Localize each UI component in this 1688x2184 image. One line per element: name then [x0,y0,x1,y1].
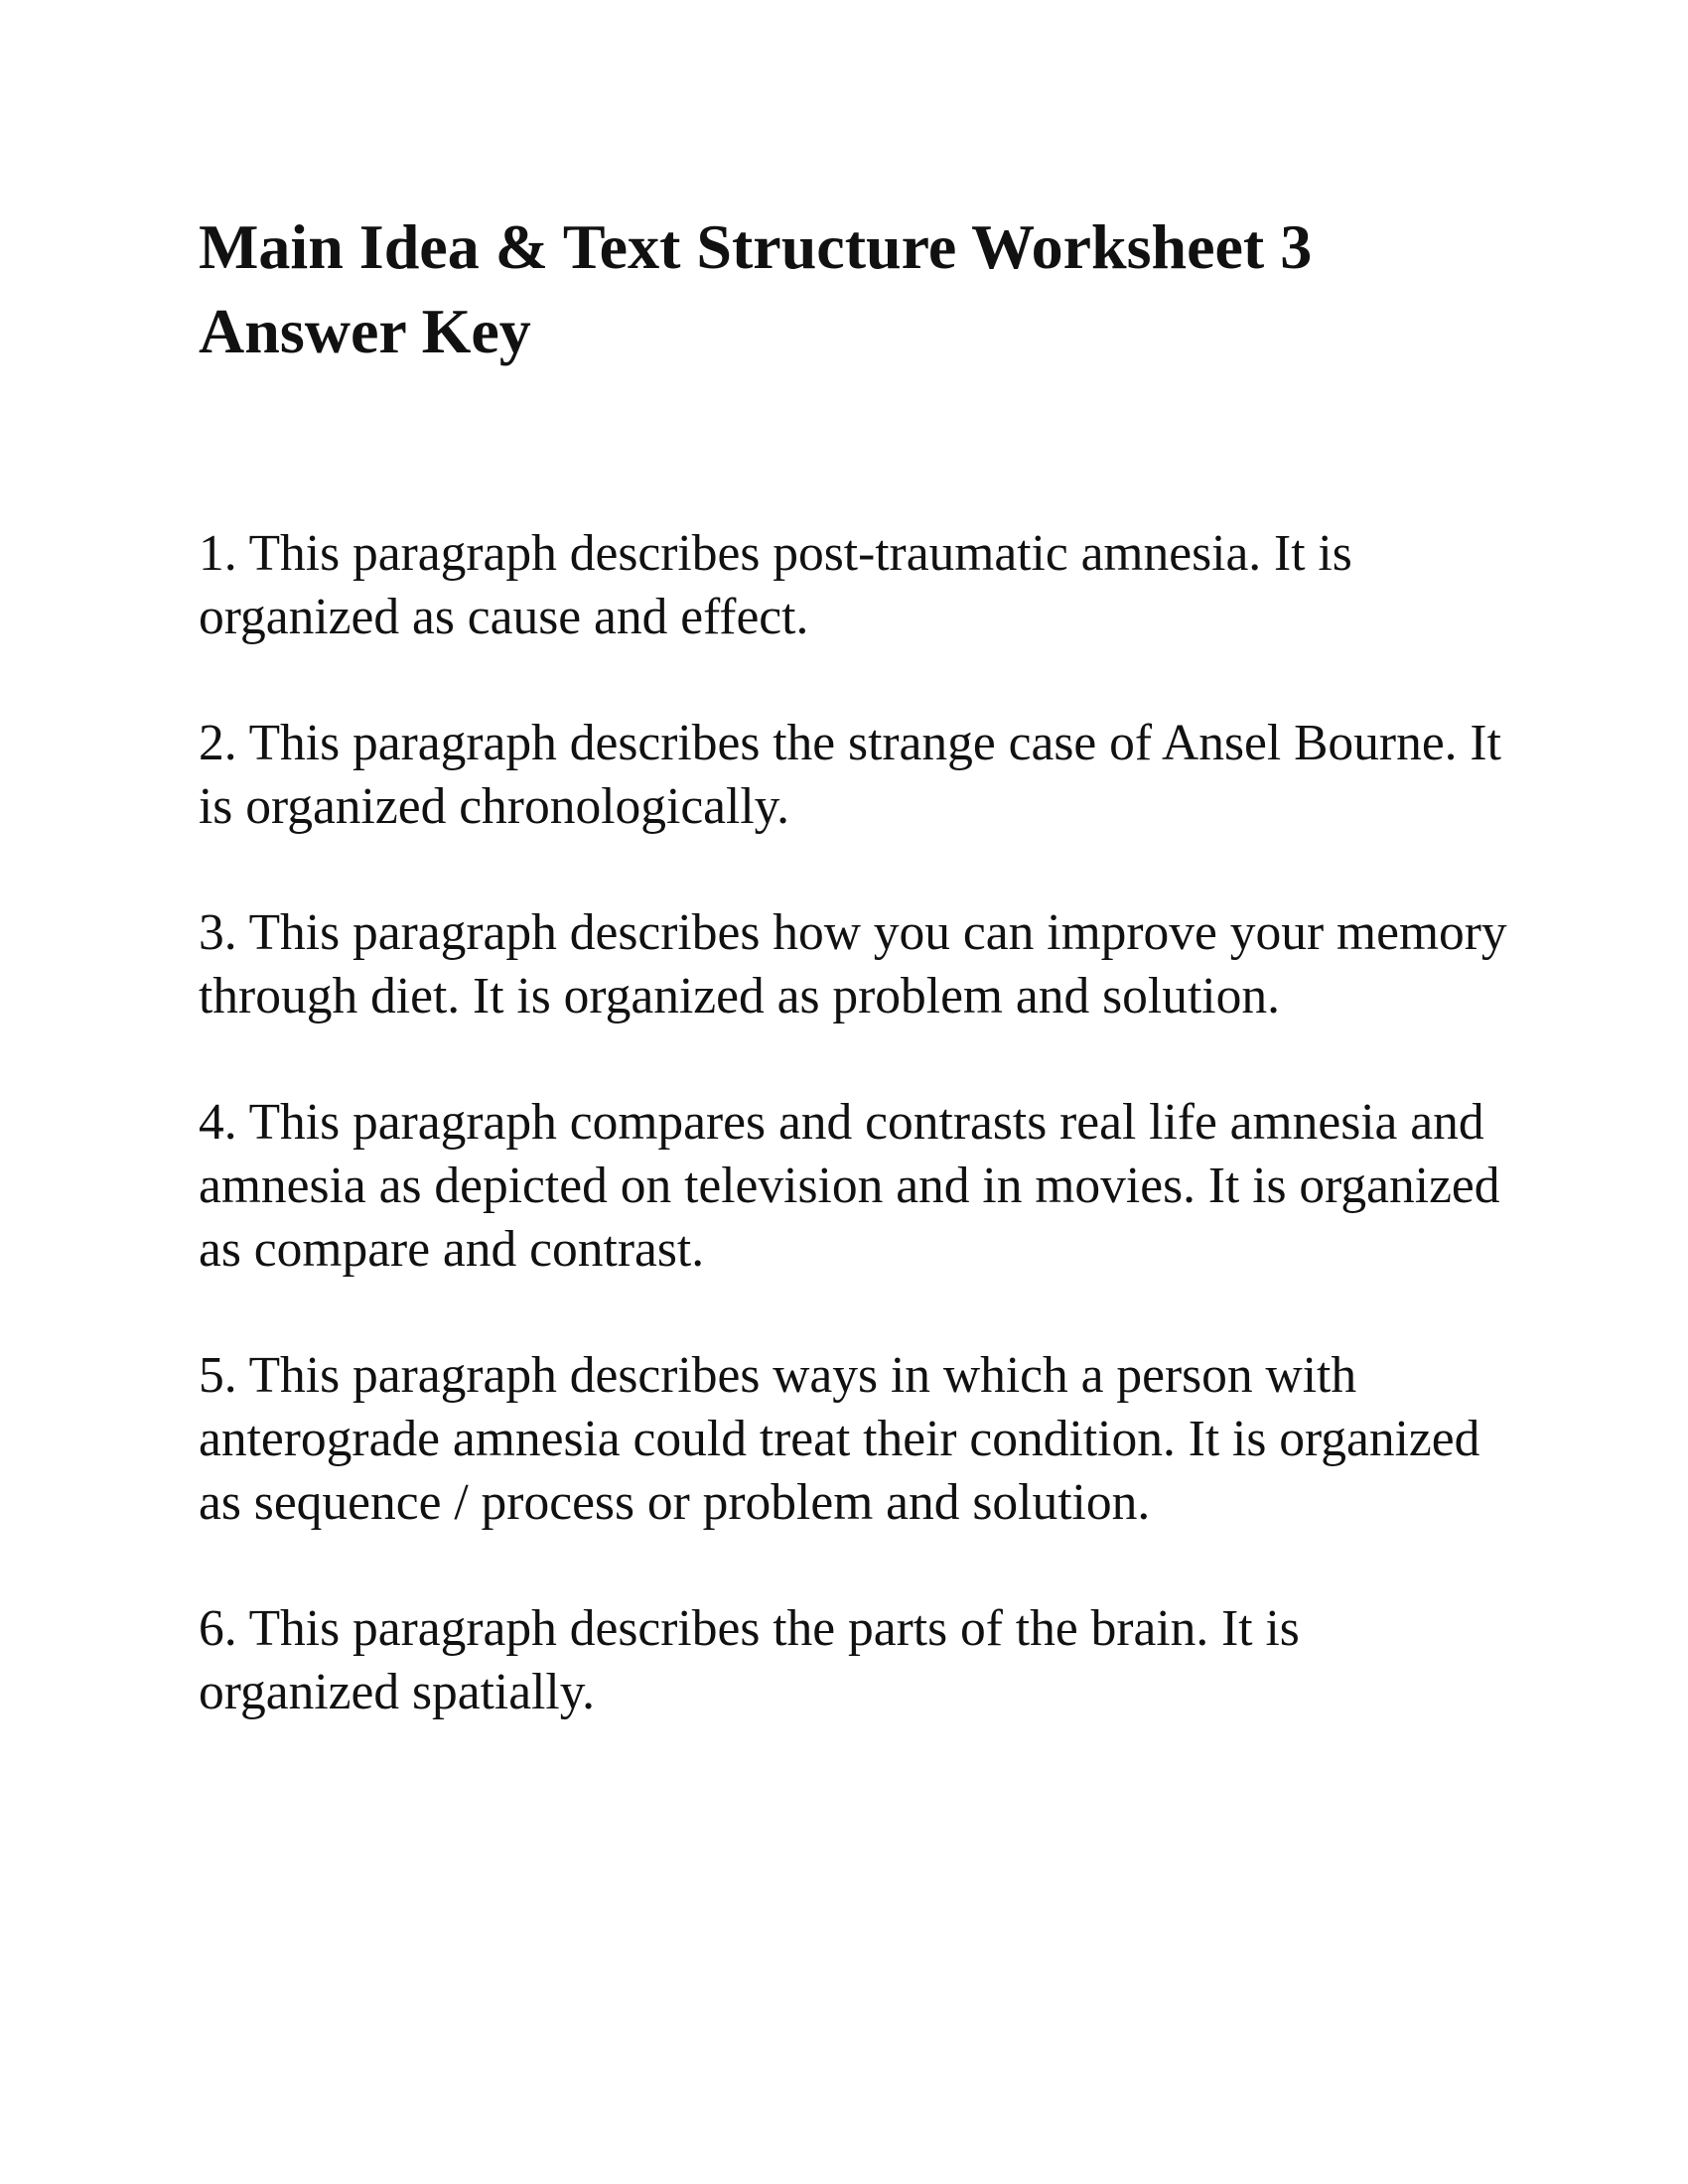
answer-item-4: 4. This paragraph compares and contrasts real life amnesia and amnesia as depicted on television and in movies. It is organized as compare and contrast. [199,1094,1500,1278]
document-content [199,205,1509,1724]
answer-item-6: 6. This paragraph describes the parts of the brain. It is organized spatially. [199,1600,1300,1720]
answer-list [199,522,1509,1724]
page-title: Main Idea & Text Structure Worksheet 3 Answer Key [199,211,1313,366]
answer-item-3: 3. This paragraph describes how you can improve your memory through diet. It is organized as problem and solution. [199,904,1507,1024]
answer-item-5: 5. This paragraph describes ways in which a person with anterograde amnesia could treat their condition. It is organized as sequence / process or problem and solution. [199,1347,1480,1531]
answer-item-1: 1. This paragraph describes post-traumatic amnesia. It is organized as cause and effect. [199,525,1352,645]
answer-item-2: 2. This paragraph describes the strange case of Ansel Bourne. It is organized chronologically. [199,715,1501,835]
